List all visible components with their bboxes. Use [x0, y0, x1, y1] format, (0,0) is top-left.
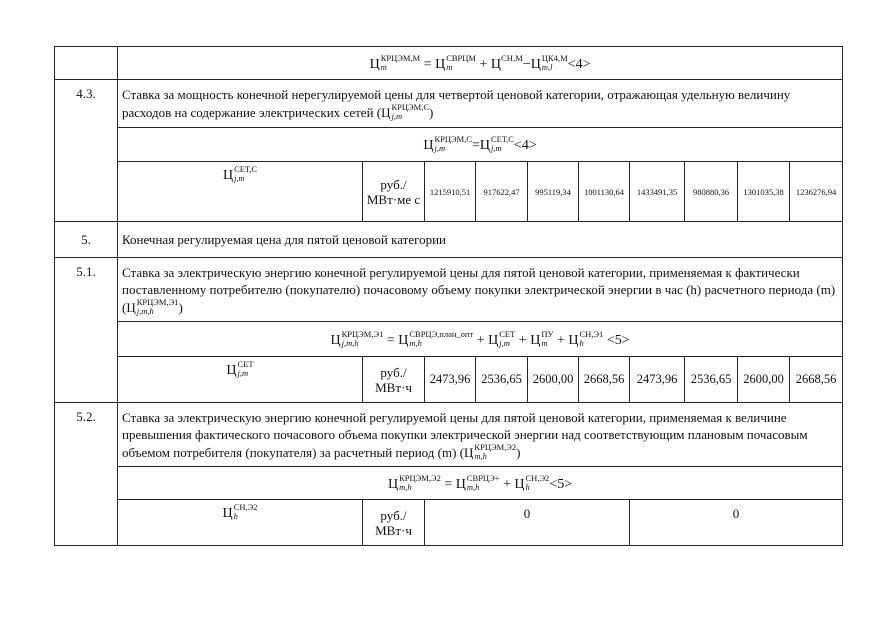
symbol-sub: j,m	[234, 173, 245, 183]
formula-row-4	[55, 47, 843, 80]
value-cell: 2536,65	[476, 357, 528, 403]
unit-cell: руб./ МВт·ч	[363, 357, 425, 403]
symbol-sub: j,m	[237, 368, 249, 378]
symbol-base: Ц	[222, 168, 234, 183]
unit-cell: руб./ МВт·ме с	[363, 162, 425, 222]
formula-cell	[118, 128, 843, 162]
formula-term: Ц	[435, 57, 446, 72]
formula-op: +	[499, 476, 515, 492]
formula-term: Ц	[369, 57, 380, 72]
title-sup: КРЦЭМ,С	[391, 102, 429, 112]
section-number: 5.1.	[55, 258, 118, 403]
section-number: 4.3.	[55, 80, 118, 222]
title-sup: КРЦЭМ,Э2	[474, 441, 517, 452]
value-symbol	[118, 500, 363, 546]
formula-term: Ц	[490, 57, 501, 72]
formula-term: Ц	[398, 332, 409, 348]
section-title	[118, 258, 843, 322]
values-row-5-2	[55, 500, 843, 546]
values-row-5-1	[55, 357, 843, 403]
section-title-text: Ставка за мощность конечной нерегулируемой цены для четвертой ценовой категории, отражающая удельную величину расходов на содержание электрических сетей (	[122, 87, 791, 120]
formula-op: =	[471, 138, 480, 153]
formula-term: Ц	[330, 332, 341, 348]
formula-sub: m	[541, 337, 548, 348]
section-title	[118, 80, 843, 128]
formula-term: Ц	[568, 332, 579, 348]
formula-row-5-2	[55, 467, 843, 500]
formula-op: +	[475, 57, 491, 72]
section-title: Конечная регулируемая цена для пятой ценовой категории	[118, 222, 843, 258]
formula-op: =	[440, 476, 456, 492]
formula-term: Ц	[479, 138, 490, 153]
formula-cell	[118, 47, 843, 80]
formula-sup: ЦК4,М	[541, 53, 568, 63]
formula-sub: m,h	[399, 481, 412, 492]
formula-sup: СВРЦМ	[446, 53, 476, 63]
symbol-sup: СЕТ	[237, 359, 254, 369]
formula-sub: m	[380, 62, 387, 72]
section-number: 5.	[55, 222, 118, 258]
title-symbol: Ц	[126, 299, 136, 315]
value-cell: 1001130,64	[579, 162, 630, 222]
number-cell-empty	[55, 47, 118, 80]
value-cell: 0	[425, 500, 630, 546]
symbol-base: Ц	[226, 363, 237, 378]
symbol-base: Ц	[222, 506, 233, 521]
formula-row-5-1	[55, 322, 843, 357]
formula-sup: СВРЦЭ,план_опт	[409, 328, 474, 339]
formula-op: +	[553, 332, 569, 348]
formula-sup: СН,Э2	[525, 472, 550, 483]
value-cell: 995119,34	[528, 162, 579, 222]
formula-sub: m	[446, 62, 453, 72]
formula-sup: КРЦЭМ,Э1	[341, 328, 384, 339]
formula-sup: КРЦЭМ,С	[434, 134, 472, 144]
title-sub: j,m,h	[136, 305, 154, 316]
formula-sub: m,l	[541, 62, 553, 72]
formula-cell	[118, 322, 843, 357]
symbol-sup: СН,Э2	[233, 502, 258, 512]
value-cell: 2536,65	[685, 357, 738, 403]
value-cell: 980880,36	[685, 162, 738, 222]
formula-sub: h	[525, 481, 530, 492]
formula-sub: h	[579, 337, 584, 348]
formula-tag: <5>	[603, 332, 630, 348]
formula-op: −	[522, 57, 531, 72]
unit-cell: руб./ МВт·ч	[363, 500, 425, 546]
section-row-5	[55, 222, 843, 258]
value-cell: 1215910,51	[425, 162, 476, 222]
value-cell: 0	[630, 500, 843, 546]
value-symbol	[118, 357, 363, 403]
value-cell: 917622,47	[476, 162, 528, 222]
formula-sup: ПУ	[541, 328, 554, 339]
title-close: )	[178, 299, 183, 315]
formula-term: Ц	[514, 476, 525, 492]
formula-sup: СЕТ,С	[490, 134, 514, 144]
formula-sup: СН,М	[500, 53, 523, 63]
formula-tag: <4>	[513, 138, 537, 153]
tariff-table	[54, 46, 843, 546]
symbol-sup: СЕТ,С	[234, 164, 258, 174]
title-close: )	[516, 444, 521, 460]
value-cell: 2473,96	[425, 357, 476, 403]
value-symbol	[118, 162, 363, 222]
formula-sub: m,h	[409, 337, 422, 348]
values-row-4-3	[55, 162, 843, 222]
value-cell: 1301035,38	[738, 162, 790, 222]
formula-cell	[118, 467, 843, 500]
section-row-5-2	[55, 403, 843, 467]
title-sup: КРЦЭМ,Э1	[136, 296, 179, 307]
section-title-text: Ставка за электрическую энергию конечной регулируемой цены для пятой ценовой категории, применяемая к фактически поставленному потребителю (покупателю) почасовому объему покупки электрической энергии в час (h) расчетного периода (m) (	[122, 264, 836, 315]
formula-sub: j,m	[499, 337, 510, 348]
formula-term: Ц	[423, 138, 434, 153]
formula-sup: КРЦЭМ,Э2	[399, 472, 441, 483]
formula-sub: j,m,h	[341, 337, 359, 348]
formula-op: =	[383, 332, 399, 348]
value-cell: 2668,56	[790, 357, 843, 403]
section-number: 5.2.	[55, 403, 118, 546]
title-close: )	[429, 105, 434, 120]
formula-tag: <5>	[549, 476, 573, 492]
formula-term: Ц	[530, 57, 541, 72]
formula-sup: КРЦЭМ,М	[380, 53, 421, 63]
section-row-4-3	[55, 80, 843, 128]
formula-tag: <4>	[567, 57, 591, 72]
formula-term: Ц	[388, 476, 399, 492]
value-cell: 2473,96	[630, 357, 685, 403]
formula-term: Ц	[455, 476, 466, 492]
title-sub: j,m	[391, 111, 403, 121]
formula-sub: j,m	[490, 143, 502, 153]
formula-term: Ц	[488, 332, 499, 348]
value-cell: 2668,56	[579, 357, 630, 403]
value-cell: 2600,00	[528, 357, 579, 403]
value-cell: 2600,00	[738, 357, 790, 403]
formula-row-4-3	[55, 128, 843, 162]
title-symbol: Ц	[381, 105, 391, 120]
section-title	[118, 403, 843, 467]
formula-sup: СЕТ	[499, 328, 516, 339]
section-row-5-1	[55, 258, 843, 322]
value-cell: 1236276,94	[790, 162, 843, 222]
formula-sup: СН,Э1	[579, 328, 604, 339]
title-sub: m,h	[474, 450, 487, 461]
value-cell: 1433491,35	[630, 162, 685, 222]
formula-term: Ц	[530, 332, 541, 348]
symbol-sub: h	[233, 511, 238, 521]
formula-sub: m,h	[466, 481, 480, 492]
section-title-text: Ставка за электрическую энергию конечной регулируемой цены для пятой ценовой категории, применяемая к величине превышения фактического почасового объема покупки электрической энергии над соответствующим плановым почасовым объемом потребителя (покупателя) за расчетный период (m) (	[122, 409, 808, 460]
formula-sup: СВРЦЭ+	[466, 472, 500, 483]
title-symbol: Ц	[464, 444, 474, 460]
formula-op: =	[420, 57, 436, 72]
formula-op: +	[473, 332, 489, 348]
formula-op: +	[515, 332, 531, 348]
formula-sub: j,m	[434, 143, 446, 153]
